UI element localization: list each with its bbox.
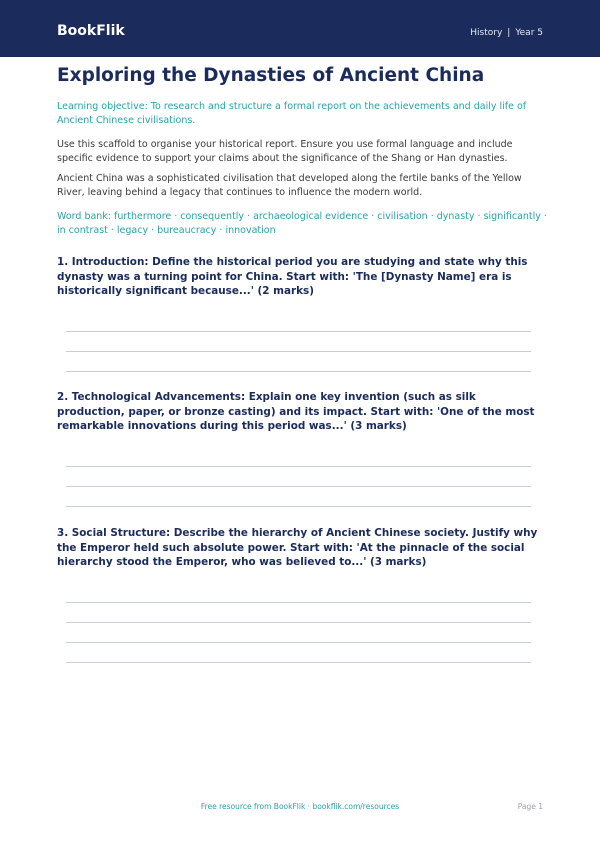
header-bar <box>0 0 600 57</box>
question-3-prompt: 3. Social Structure: Describe the hierarchy of Ancient Chinese society. Justify why the Emperor held such absolute power. Start with: 'At the pinnacle of the social hierarchy stood the Emperor, who was believed to...' (3 marks) <box>57 527 538 568</box>
answer-line[interactable] <box>66 466 531 467</box>
context-paragraph: Ancient China was a sophisticated civilisation that developed along the fertile banks of the Yellow River, leaving behind a legacy that continues to influence the modern world. <box>57 173 522 198</box>
subject-label: History <box>470 28 503 38</box>
header-meta <box>470 27 543 39</box>
question-2-prompt: 2. Technological Advancements: Explain one key invention (such as silk production, paper, or bronze casting) and its impact. Start with: 'One of the most remarkable innovations during this period was...' (3 marks) <box>57 391 535 432</box>
header-separator: | <box>507 28 511 38</box>
brand-logo[interactable]: BookFlik <box>57 23 125 39</box>
answer-line[interactable] <box>66 602 531 603</box>
page-title: Exploring the Dynasties of Ancient China <box>57 65 485 86</box>
page-number: Page 1 <box>517 802 543 811</box>
answer-line[interactable] <box>66 331 531 332</box>
instructions-paragraph: Use this scaffold to organise your historical report. Ensure you use formal language and include specific evidence to support your claims about the significance of the Shang or Han dynasties. <box>57 139 513 164</box>
learning-objective: Learning objective: To research and structure a formal report on the achievements and daily life of Ancient Chinese civilisations. <box>57 101 527 126</box>
year-label: Year 5 <box>515 28 543 38</box>
word-bank: Word bank: furthermore · consequently · archaeological evidence · civilisation · dynasty · significantly · in contrast · legacy · bureaucracy · innovation <box>57 211 547 236</box>
question-1-prompt: 1. Introduction: Define the historical period you are studying and state why this dynasty was a turning point for China. Start with: 'The [Dynasty Name] era is historically significant because...' (2 marks) <box>57 256 528 297</box>
answer-line[interactable] <box>66 351 531 352</box>
footer-link[interactable]: Free resource from BookFlik · bookflik.com/resources <box>200 802 400 811</box>
answer-line[interactable] <box>66 622 531 623</box>
answer-line[interactable] <box>66 371 531 372</box>
answer-line[interactable] <box>66 506 531 507</box>
answer-line[interactable] <box>66 642 531 643</box>
answer-line[interactable] <box>66 486 531 487</box>
answer-line[interactable] <box>66 662 531 663</box>
